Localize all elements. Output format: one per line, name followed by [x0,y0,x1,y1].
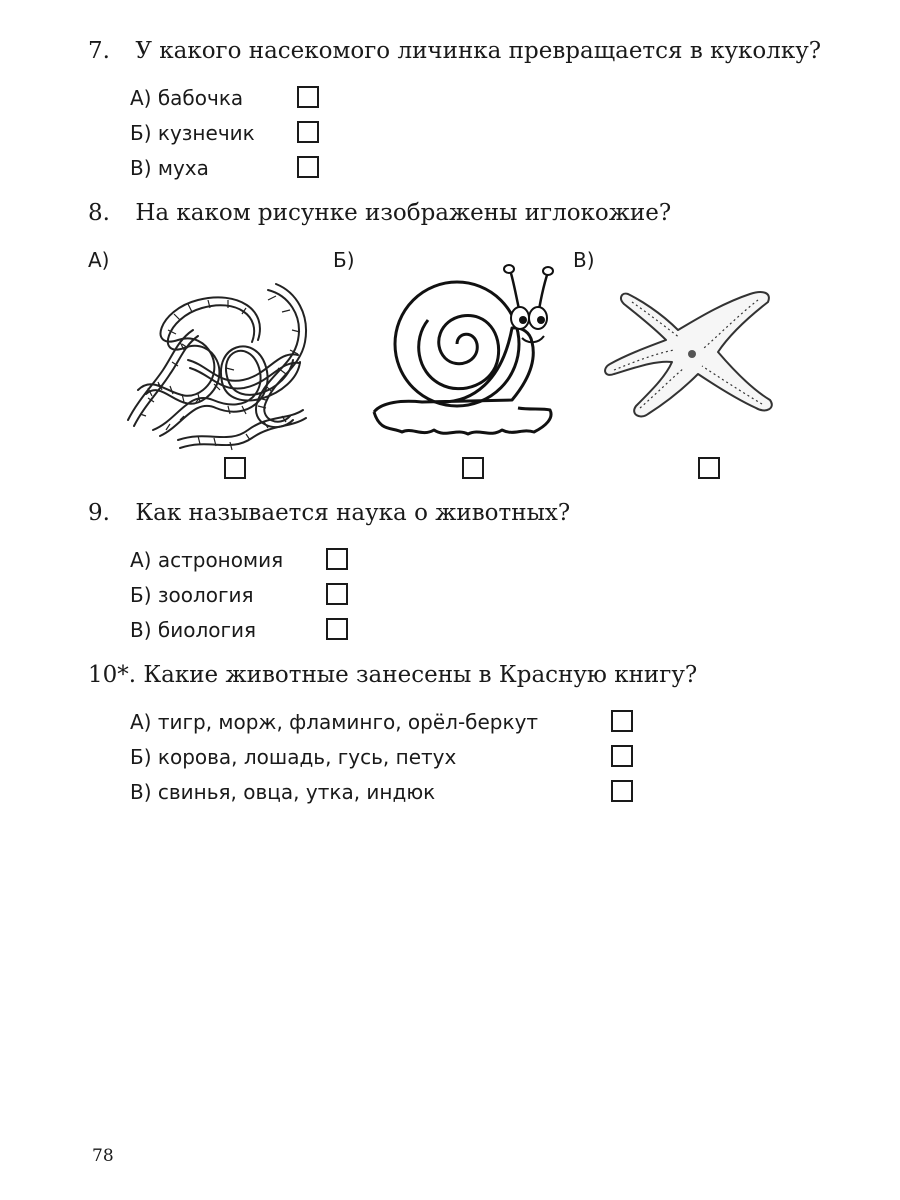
option-b: Б) зоология [130,583,254,607]
starfish-icon [600,282,800,427]
question-text: Как называется наука о животных? [135,500,571,526]
question-text: На каком рисунке изображены иглокожие? [135,200,672,226]
picture-label-b: Б) [333,248,355,272]
option-c: В) муха [130,156,209,180]
answer-checkbox-7b[interactable] [297,121,319,143]
option-a: А) бабочка [130,86,244,110]
picture-label-c: В) [573,248,595,272]
question-number: 8. [88,200,110,226]
answer-checkbox-7a[interactable] [297,86,319,108]
question-number: 9. [88,500,110,526]
answer-checkbox-8a[interactable] [224,457,246,479]
page-number: 78 [92,1146,114,1166]
option-b: Б) корова, лошадь, гусь, петух [130,745,457,769]
answer-checkbox-7c[interactable] [297,156,319,178]
option-a: А) тигр, морж, фламинго, орёл-беркут [130,710,539,734]
question-text: У какого насекомого личинка превращается в куколку? [135,38,822,64]
question-7-title [88,38,821,64]
answer-checkbox-9a[interactable] [326,548,348,570]
question-number: 7. [88,38,110,64]
question-8-title [88,200,671,226]
question-9-title [88,500,570,526]
answer-checkbox-9b[interactable] [326,583,348,605]
answer-checkbox-8b[interactable] [462,457,484,479]
answer-checkbox-8c[interactable] [698,457,720,479]
answer-checkbox-10a[interactable] [611,710,633,732]
option-b: Б) кузнечик [130,121,255,145]
picture-label-a: А) [88,248,110,272]
question-10-title [88,662,697,688]
earthworms-icon [118,270,328,460]
question-number: 10*. [88,662,137,688]
snail-icon [362,262,572,442]
option-c: В) биология [130,618,257,642]
option-a: А) астрономия [130,548,284,572]
option-c: В) свинья, овца, утка, индюк [130,780,436,804]
answer-checkbox-9c[interactable] [326,618,348,640]
answer-checkbox-10c[interactable] [611,780,633,802]
answer-checkbox-10b[interactable] [611,745,633,767]
question-text: Какие животные занесены в Красную книгу? [143,662,698,688]
